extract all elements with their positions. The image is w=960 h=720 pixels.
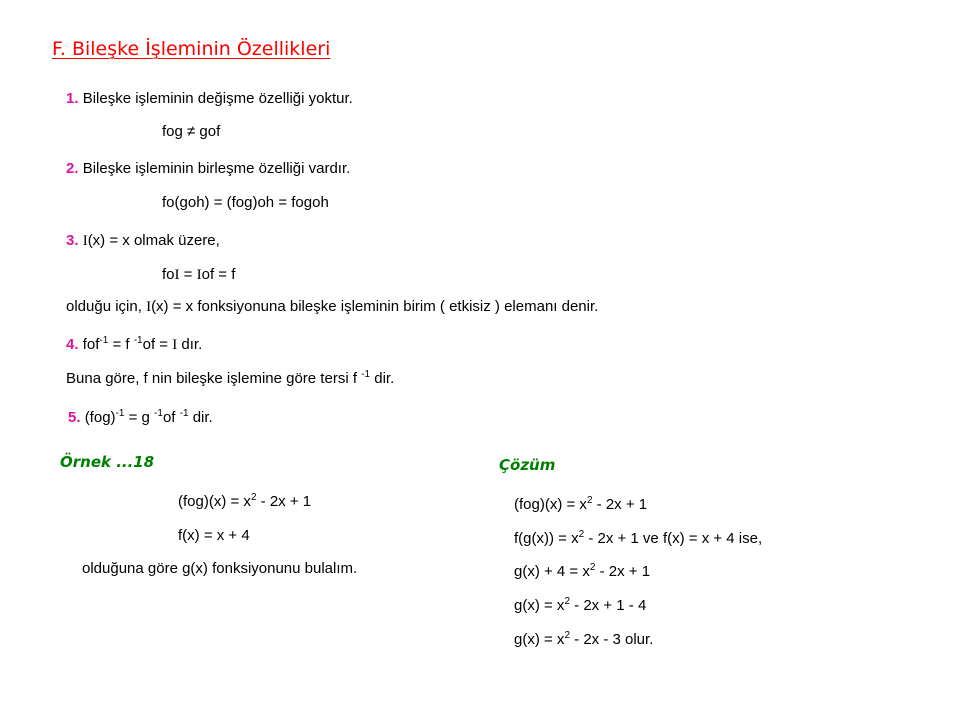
identity-symbol: I [82,233,88,249]
property-4 [66,336,202,354]
solution-line-2 [514,530,762,547]
property-number: 3. [66,232,79,249]
exponent: -1 [133,335,143,346]
exponent: -1 [154,408,163,419]
formula-part: (fog)(x) = x [514,496,587,513]
identity-symbol: I [172,337,178,353]
solution-line-1 [514,496,647,513]
property-1-formula: fog ≠ gof [162,123,221,140]
formula-part: - 2x + 1 ve f(x) = x + 4 ise, [584,530,763,547]
solution-line-5 [514,631,653,648]
example-line-1 [178,493,311,510]
formula-part: g(x) + 4 = x [514,563,590,580]
formula-part: = g [124,409,155,426]
formula-part: dir. [188,409,213,426]
formula-part: fof [82,336,100,353]
note-part: (x) = x fonksiyonuna bileşke işleminin birim ( etkisiz ) elemanı denir. [151,298,599,315]
formula-part: g(x) = x [514,631,565,648]
exponent: 2 [250,492,257,503]
exponent: 2 [578,529,585,540]
example-label: Örnek ...18 [60,453,155,471]
formula-part: - 2x + 1 - 4 [570,597,647,614]
identity-symbol: I [146,299,152,315]
formula-part: of = f [201,266,236,283]
note-part: dir. [370,370,395,387]
exponent: 2 [586,495,593,506]
property-4-note [66,370,394,387]
property-number: 4. [66,336,79,353]
formula-part: fo [162,266,175,283]
formula-part: dır. [177,336,203,353]
exponent: 2 [589,562,596,573]
exponent: 2 [564,596,570,607]
exponent: 2 [564,630,570,641]
exponent: -1 [115,408,125,419]
formula-part: - 2x + 1 [592,496,648,513]
formula-part: f(g(x)) = x [514,530,579,547]
solution-line-3 [514,563,650,580]
note-part: olduğu için, [66,298,147,315]
property-text: (x) = x olmak üzere, [87,232,220,249]
formula-part: - 2x + 1 [595,563,651,580]
identity-symbol: I [174,267,180,283]
formula-part: - 2x + 1 [256,493,312,510]
formula-part: = [179,266,197,283]
property-2 [66,160,350,177]
property-3 [66,232,220,250]
page-title: F. Bileşke İşleminin Özellikleri [52,38,331,60]
formula-part: of = [142,336,173,353]
formula-part: = f [108,336,134,353]
note-part: Buna göre, f nin bileşke işlemine göre tersi f [66,370,362,387]
formula-part: (fog)(x) = x [178,493,251,510]
property-number: 1. [66,90,79,107]
example-line-3: olduğuna göre g(x) fonksiyonunu bulalım. [82,560,358,577]
property-text: Bileşke işleminin değişme özelliği yoktur. [82,90,353,107]
exponent: -1 [99,335,109,346]
property-3-note [66,298,598,316]
example-line-2: f(x) = x + 4 [178,527,250,544]
identity-symbol: I [196,267,202,283]
formula-part: g(x) = x [514,597,565,614]
property-1 [66,90,353,107]
solution-label: Çözüm [499,456,556,474]
property-number: 5. [68,409,81,426]
exponent: -1 [361,369,371,380]
property-5 [68,409,213,426]
exponent: -1 [179,408,189,419]
formula-part: of [162,409,180,426]
property-2-formula: fo(goh) = (fog)oh = fogoh [162,194,329,211]
property-text: Bileşke işleminin birleşme özelliği vardır. [82,160,351,177]
solution-line-4 [514,597,646,614]
formula-part: - 2x - 3 olur. [570,631,654,648]
formula-part: (fog) [84,409,116,426]
property-number: 2. [66,160,79,177]
property-3-formula [162,266,235,284]
